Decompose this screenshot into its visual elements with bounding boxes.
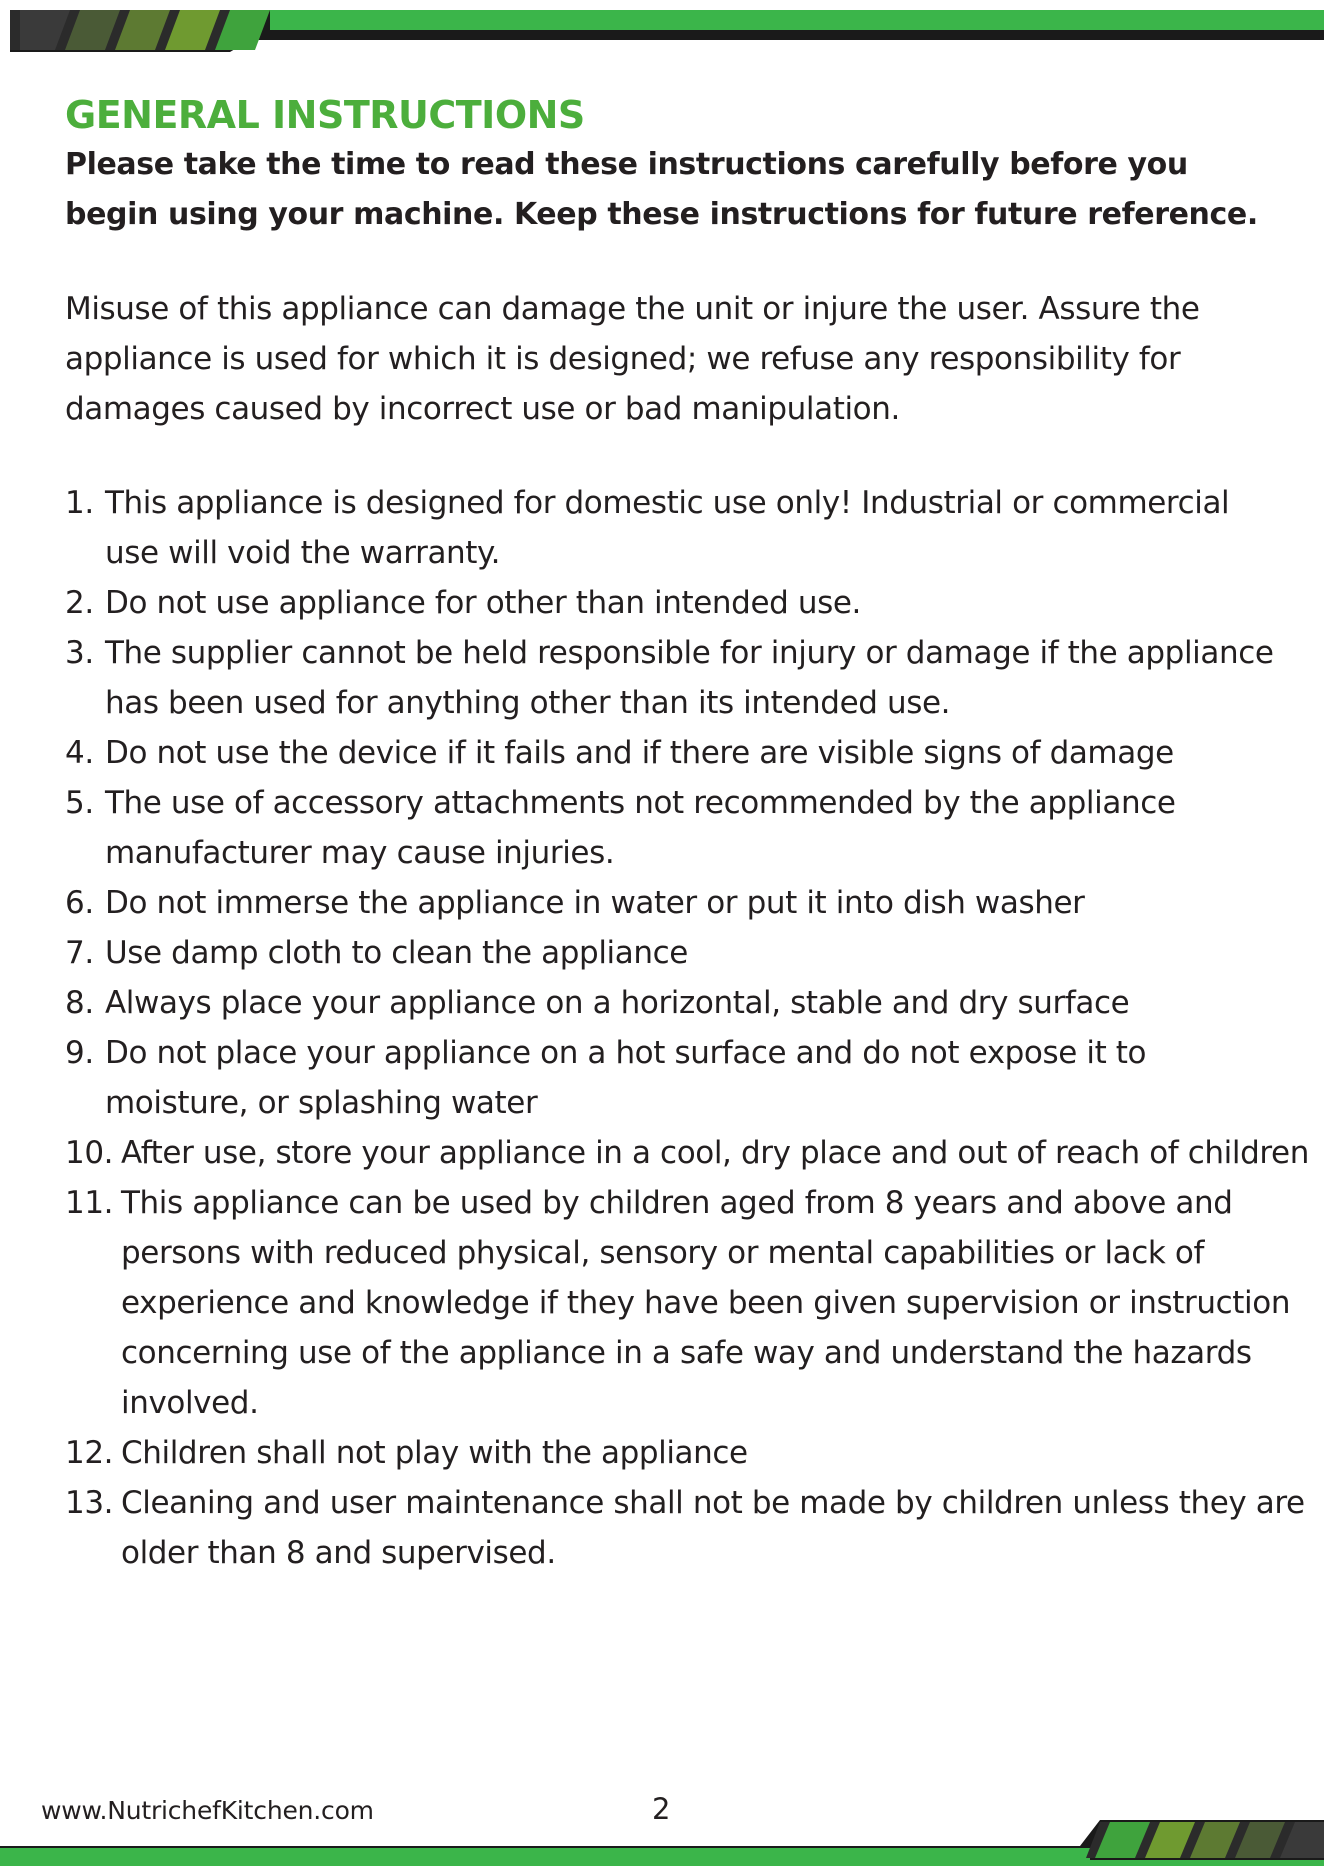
list-item-number: 3. [65, 635, 94, 671]
website-link[interactable]: www.NutrichefKitchen.com [41, 1796, 374, 1825]
list-item-text: Do not place your appliance on a hot surface and do not expose it to moisture, or splashing water [105, 1035, 1147, 1121]
list-item-number: 4. [65, 735, 94, 771]
list-item-number: 12. [65, 1435, 114, 1471]
list-item [65, 878, 1285, 928]
list-item-text: Use damp cloth to clean the appliance [105, 935, 688, 971]
list-item [65, 1178, 1311, 1428]
list-item-number: 1. [65, 485, 94, 521]
list-item [65, 778, 1285, 878]
footer-band [0, 1810, 1324, 1872]
list-item-number: 6. [65, 885, 94, 921]
intro-disclaimer: Misuse of this appliance can damage the unit or injure the user. Assure the appliance is used for which it is designed; we refuse any responsibility for damages caused by incorrect use or bad manipulation. [65, 291, 1200, 427]
intro-notice: Please take the time to read these instructions carefully before you begin using your machine. Keep these instructions for future reference. [65, 147, 1258, 232]
list-item [65, 728, 1285, 778]
instructions-list [65, 478, 1309, 1578]
list-item-text: This appliance is designed for domestic use only! Industrial or commercial use will void the warranty. [105, 485, 1230, 571]
list-item [65, 1028, 1285, 1128]
list-item-number: 13. [65, 1485, 114, 1521]
list-item-text: This appliance can be used by children aged from 8 years and above and persons with reduced physical, sensory or mental capabilities or lack of experience and knowledge if they have been given supervision or instruction concerning use of the appliance in a safe way and understand the hazards involved. [121, 1185, 1291, 1421]
list-item [65, 1128, 1311, 1178]
list-item-number: 10. [65, 1135, 114, 1171]
page-number: 2 [652, 1792, 671, 1826]
list-item [65, 578, 1285, 628]
list-item-text: Do not use appliance for other than intended use. [105, 585, 861, 621]
list-item [65, 1478, 1311, 1578]
list-item-number: 8. [65, 985, 94, 1021]
page-heading: GENERAL INSTRUCTIONS [65, 93, 585, 137]
list-item-text: Do not use the device if it fails and if there are visible signs of damage [105, 735, 1174, 771]
list-item-text: Always place your appliance on a horizontal, stable and dry surface [105, 985, 1130, 1021]
list-item-number: 5. [65, 785, 94, 821]
list-item [65, 978, 1285, 1028]
list-item-text: Do not immerse the appliance in water or put it into dish washer [105, 885, 1085, 921]
list-item [65, 478, 1285, 578]
list-item [65, 928, 1285, 978]
document-body [65, 92, 1309, 1578]
list-item-number: 2. [65, 585, 94, 621]
list-item-text: After use, store your appliance in a cool, dry place and out of reach of children [121, 1135, 1309, 1171]
list-item-text: The supplier cannot be held responsible for injury or damage if the appliance has been used for anything other than its intended use. [105, 635, 1274, 721]
list-item-number: 9. [65, 1035, 94, 1071]
list-item [65, 628, 1285, 728]
list-item-number: 7. [65, 935, 94, 971]
list-item-text: Cleaning and user maintenance shall not be made by children unless they are older than 8 and supervised. [121, 1485, 1305, 1571]
list-item-text: Children shall not play with the appliance [121, 1435, 748, 1471]
list-item-text: The use of accessory attachments not recommended by the appliance manufacturer may cause injuries. [105, 785, 1176, 871]
header-band [0, 0, 1324, 56]
list-item [65, 1428, 1311, 1478]
list-item-number: 11. [65, 1185, 114, 1221]
